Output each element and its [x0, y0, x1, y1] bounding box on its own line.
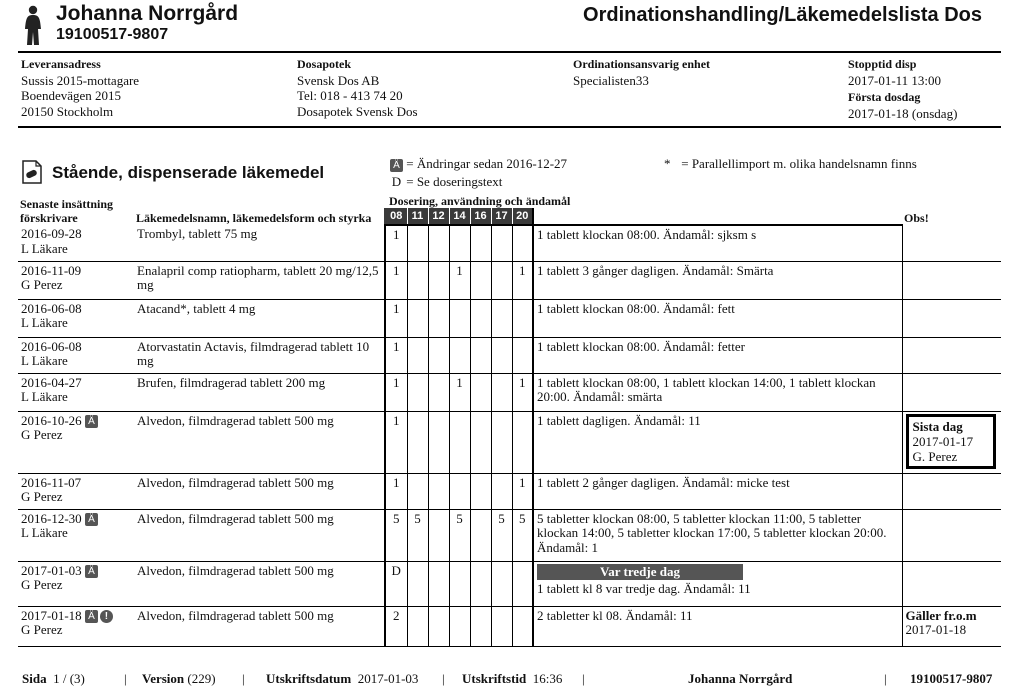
medication-rows [18, 225, 1001, 646]
dose-cell [491, 561, 512, 606]
dose-cell [491, 299, 512, 337]
leveransadress-block [21, 57, 139, 119]
instruction-cell [533, 373, 902, 411]
footer-sep: | [582, 671, 585, 686]
dose-cell: 1 [512, 373, 533, 411]
dose-cell: 1 [512, 261, 533, 299]
insattning-date: 2017-01-03 [21, 562, 82, 578]
dose-cell [428, 225, 449, 261]
dose-cell [428, 561, 449, 606]
prescriber: L Läkare [21, 240, 68, 256]
medication-table [18, 194, 1001, 647]
insattning-cell [18, 473, 134, 509]
instruction-cell [533, 411, 902, 473]
footer-print-time [462, 671, 562, 687]
dose-cell [428, 509, 449, 561]
dose-cell: 1 [385, 373, 407, 411]
insattning-date: 2016-12-30 [21, 510, 82, 526]
dose-cell [512, 561, 533, 606]
document-title: Ordinationshandling/Läkemedelslista Dos [583, 4, 982, 26]
dose-cell [407, 337, 428, 373]
dose-cell: D [385, 561, 407, 606]
legend-parallel-text: = Parallellimport m. olika handelsnamn finns [681, 156, 917, 171]
dose-cell [449, 561, 470, 606]
instruction-text: 1 tablett 3 gånger dagligen. Ändamål: Smärta [537, 262, 774, 278]
dose-cell: 5 [407, 509, 428, 561]
insattning-date: 2016-04-27 [21, 374, 82, 390]
change-badge-icon: Ä [85, 610, 98, 623]
hour-header: 08 [385, 208, 407, 225]
dose-cell [512, 411, 533, 473]
legend-d-symbol: D [391, 174, 402, 189]
footer-sep: | [124, 671, 127, 686]
dosapotek-line: Svensk Dos AB [297, 72, 380, 88]
footer-sep: | [242, 671, 245, 686]
dose-cell [470, 261, 491, 299]
obs-cell [902, 337, 1001, 373]
change-badge-icon: Ä [390, 159, 403, 172]
dose-cell: 5 [491, 509, 512, 561]
leveransadress-line: Sussis 2015-mottagare [21, 72, 140, 88]
dose-cell [470, 606, 491, 646]
footer-page [22, 671, 85, 687]
legend-parallel [664, 156, 917, 172]
instruction-text: 1 tablett 2 gånger dagligen. Ändamål: micke test [537, 474, 790, 490]
obs-cell [902, 509, 1001, 561]
dose-cell [428, 411, 449, 473]
dose-cell [491, 225, 512, 261]
dosapotek-line: Dosapotek Svensk Dos [297, 103, 418, 119]
prescriber: L Läkare [21, 525, 68, 541]
drug-name: Alvedon, filmdragerad tablett 500 mg [134, 473, 385, 509]
insattning-cell [18, 225, 134, 261]
insattning-cell [18, 561, 134, 606]
footer-print-time-label: Utskriftstid [462, 671, 527, 686]
dose-cell [491, 337, 512, 373]
dose-cell [428, 373, 449, 411]
instruction-cell [533, 337, 902, 373]
dose-cell: 1 [512, 473, 533, 509]
drug-name: Trombyl, tablett 75 mg [134, 225, 385, 261]
footer-patient-name [688, 671, 792, 687]
instruction-text: 1 tablett kl 8 var tredje dag. Ändamål: 11 [537, 580, 751, 596]
instruction-text: 5 tabletter klockan 08:00, 5 tabletter klockan 11:00, 5 tabletter klockan 14:00, 5 tabletter klockan 17:00, 5 tabletter klockan 20:00. Ändamål: 1 [537, 510, 887, 555]
dose-cell [470, 373, 491, 411]
instruction-text: 1 tablett klockan 08:00. Ändamål: fett [537, 300, 735, 316]
legend-changes-text: = Ändringar sedan 2016-12-27 [406, 156, 568, 171]
dosapotek-line: Tel: 018 - 413 74 20 [297, 88, 403, 103]
dose-cell [512, 606, 533, 646]
legend-changes [390, 156, 567, 172]
dose-cell [428, 473, 449, 509]
insattning-cell [18, 411, 134, 473]
footer-sep: | [884, 671, 887, 686]
dose-cell [491, 606, 512, 646]
obs-cell [902, 411, 1001, 473]
footer-version-label: Version [142, 671, 185, 686]
dose-cell [449, 411, 470, 473]
dose-cell [407, 299, 428, 337]
prescriber: L Läkare [21, 353, 68, 368]
drug-name: Brufen, filmdragerad tablett 200 mg [134, 373, 385, 411]
warning-badge-icon: ! [100, 610, 113, 623]
pill-box-icon [22, 160, 42, 184]
dosapotek-block [297, 57, 418, 119]
insattning-date: 2016-11-07 [21, 474, 82, 490]
table-row [18, 225, 1001, 261]
obs-cell [902, 606, 1001, 646]
legend-star-symbol: * [664, 156, 671, 171]
footer-print-date-value: 2017-01-03 [357, 671, 419, 686]
dose-cell [407, 261, 428, 299]
dose-cell: 1 [385, 337, 407, 373]
table-row [18, 509, 1001, 561]
footer-version-value: (229) [187, 671, 216, 686]
dose-cell [449, 606, 470, 646]
hour-header: 17 [491, 208, 512, 225]
dose-cell: 1 [385, 225, 407, 261]
instruction-text: 2 tabletter kl 08. Ändamål: 11 [537, 607, 693, 623]
insattning-date: 2016-06-08 [21, 338, 82, 354]
instruction-cell [533, 299, 902, 337]
footer-patient-name-text: Johanna Norrgård [688, 671, 793, 686]
hour-header: 11 [407, 208, 428, 225]
obs-cell [902, 299, 1001, 337]
instruction-text: 1 tablett klockan 08:00, 1 tablett klockan 14:00, 1 tablett klockan 20:00. Ändamål: smärta [537, 374, 876, 404]
hour-header: 20 [512, 208, 533, 225]
table-row [18, 261, 1001, 299]
dose-cell [470, 411, 491, 473]
insattning-date: 2016-09-28 [21, 226, 82, 241]
change-badge-icon: Ä [85, 415, 98, 428]
section-title: Stående, dispenserade läkemedel [52, 163, 325, 182]
drug-name: Alvedon, filmdragerad tablett 500 mg [134, 561, 385, 606]
prescriber: G Perez [21, 489, 63, 504]
dose-cell: 1 [385, 261, 407, 299]
dose-cell [449, 337, 470, 373]
dose-cell [449, 473, 470, 509]
drug-name: Enalapril comp ratiopharm, tablett 20 mg/12,5 mg [134, 261, 385, 299]
forsta-dosdag-label: Första dosdag [848, 90, 921, 104]
obs-title: Sista dag [912, 418, 963, 434]
dose-cell [470, 337, 491, 373]
drug-name: Alvedon, filmdragerad tablett 500 mg [134, 509, 385, 561]
footer-print-date [266, 671, 418, 687]
dose-cell: 5 [449, 509, 470, 561]
dose-cell: 1 [449, 261, 470, 299]
drug-name: Alvedon, filmdragerad tablett 500 mg [134, 606, 385, 646]
obs-line: G. Perez [912, 448, 958, 464]
dose-cell [470, 473, 491, 509]
footer-print-date-label: Utskriftsdatum [266, 671, 352, 686]
table-row [18, 606, 1001, 646]
insattning-cell [18, 337, 134, 373]
dose-cell: 5 [512, 509, 533, 561]
dose-cell [512, 225, 533, 261]
forsta-dosdag-value: 2017-01-18 (onsdag) [848, 105, 958, 121]
footer-personnummer [910, 671, 992, 687]
obs-cell [902, 561, 1001, 606]
special-dosing-banner: Var tredje dag [537, 564, 743, 580]
dose-cell [470, 561, 491, 606]
change-badge-icon: Ä [85, 565, 98, 578]
column-header-name: Läkemedelsnamn, läkemedelsform och styrka [136, 211, 372, 225]
footer-print-time-value: 16:36 [532, 671, 563, 686]
prescriber: G Perez [21, 277, 63, 292]
dose-cell: 1 [385, 411, 407, 473]
prescriber: L Läkare [21, 315, 68, 330]
obs-cell [902, 225, 1001, 261]
legend-dosing-text: = Se doseringstext [406, 174, 503, 189]
dose-cell [470, 225, 491, 261]
legend-dosing [390, 174, 502, 190]
footer-personnummer-text: 19100517-9807 [910, 671, 993, 686]
table-row [18, 561, 1001, 606]
leveransadress-label: Leveransadress [21, 57, 101, 71]
column-header-date: Senaste insättning förskrivare [20, 197, 114, 225]
stopptid-value: 2017-01-11 13:00 [848, 72, 942, 88]
obs-title: Gäller fr.o.m [905, 607, 977, 623]
insattning-date: 2016-11-09 [21, 262, 82, 278]
insattning-cell [18, 261, 134, 299]
instruction-text: 1 tablett dagligen. Ändamål: 11 [537, 412, 701, 428]
dose-cell [407, 473, 428, 509]
insattning-date: 2016-10-26 [21, 412, 82, 428]
instruction-cell [533, 509, 902, 561]
dose-cell [470, 509, 491, 561]
dose-cell [449, 225, 470, 261]
dose-cell [512, 299, 533, 337]
insattning-date: 2016-06-08 [21, 300, 82, 316]
table-row [18, 473, 1001, 509]
insattning-cell [18, 299, 134, 337]
prescriber: G Perez [21, 427, 63, 443]
obs-box [906, 414, 997, 469]
dose-cell: 1 [385, 299, 407, 337]
dose-cell [449, 299, 470, 337]
dose-cell: 1 [385, 473, 407, 509]
obs-cell [902, 473, 1001, 509]
dose-cell [407, 606, 428, 646]
dose-cell [491, 473, 512, 509]
hour-header: 16 [470, 208, 491, 225]
stopptid-label: Stopptid disp [848, 57, 917, 71]
change-badge-icon: Ä [85, 513, 98, 526]
dose-cell [470, 299, 491, 337]
instruction-text: 1 tablett klockan 08:00. Ändamål: fetter [537, 338, 745, 354]
dose-cell [491, 261, 512, 299]
dosapotek-label: Dosapotek [297, 57, 352, 71]
instruction-cell [533, 561, 902, 606]
footer-version [142, 671, 216, 687]
leveransadress-line: 20150 Stockholm [21, 103, 114, 119]
footer-sep: | [442, 671, 445, 686]
header-rule [18, 51, 1001, 53]
obs-cell [902, 373, 1001, 411]
footer-page-label: Sida [22, 671, 47, 686]
instruction-header-spacer [533, 208, 902, 225]
obs-line: 2017-01-17 [912, 433, 974, 449]
instruction-cell [533, 261, 902, 299]
stopptid-block [848, 57, 957, 121]
info-rule [18, 126, 1001, 128]
hour-header: 14 [449, 208, 470, 225]
footer-page-value: 1 / (3) [53, 671, 85, 686]
prescriber: L Läkare [21, 389, 68, 404]
dose-cell: 5 [385, 509, 407, 561]
dose-cell [491, 373, 512, 411]
drug-name: Alvedon, filmdragerad tablett 500 mg [134, 411, 385, 473]
leveransadress-line: Boendevägen 2015 [21, 88, 122, 103]
instruction-cell [533, 606, 902, 646]
insattning-cell [18, 606, 134, 646]
instruction-cell [533, 473, 902, 509]
dose-cell [491, 411, 512, 473]
table-row [18, 299, 1001, 337]
patient-personnummer: 19100517-9807 [56, 26, 169, 43]
insattning-cell [18, 509, 134, 561]
person-icon [22, 5, 44, 45]
dose-cell [428, 337, 449, 373]
dose-cell [407, 225, 428, 261]
enhet-block [573, 57, 710, 88]
table-row [18, 373, 1001, 411]
insattning-cell [18, 373, 134, 411]
dose-cell [512, 337, 533, 373]
column-header-obs: Obs! [904, 211, 929, 225]
dose-cell [428, 299, 449, 337]
enhet-label: Ordinationsansvarig enhet [573, 57, 711, 71]
prescriber: G Perez [21, 622, 63, 638]
insattning-date: 2017-01-18 [21, 607, 82, 623]
dose-cell [428, 606, 449, 646]
dose-cell [407, 561, 428, 606]
instruction-cell [533, 225, 902, 261]
obs-cell [902, 261, 1001, 299]
table-row [18, 337, 1001, 373]
dose-cell [407, 373, 428, 411]
dose-cell: 2 [385, 606, 407, 646]
dose-cell [428, 261, 449, 299]
enhet-line: Specialisten33 [573, 72, 649, 88]
prescriber: G Perez [21, 577, 63, 593]
drug-name: Atacand*, tablett 4 mg [134, 299, 385, 337]
dose-cell [407, 411, 428, 473]
table-row [18, 411, 1001, 473]
patient-name: Johanna Norrgård [56, 2, 239, 25]
obs-line: 2017-01-18 [905, 622, 967, 637]
hour-header: 12 [428, 208, 449, 225]
dose-cell: 1 [449, 373, 470, 411]
column-header-dosing: Dosering, användning och ändamål [389, 194, 571, 208]
instruction-text: 1 tablett klockan 08:00. Ändamål: sjksm s [537, 227, 757, 242]
drug-name: Atorvastatin Actavis, filmdragerad tablett 10 mg [134, 337, 385, 373]
